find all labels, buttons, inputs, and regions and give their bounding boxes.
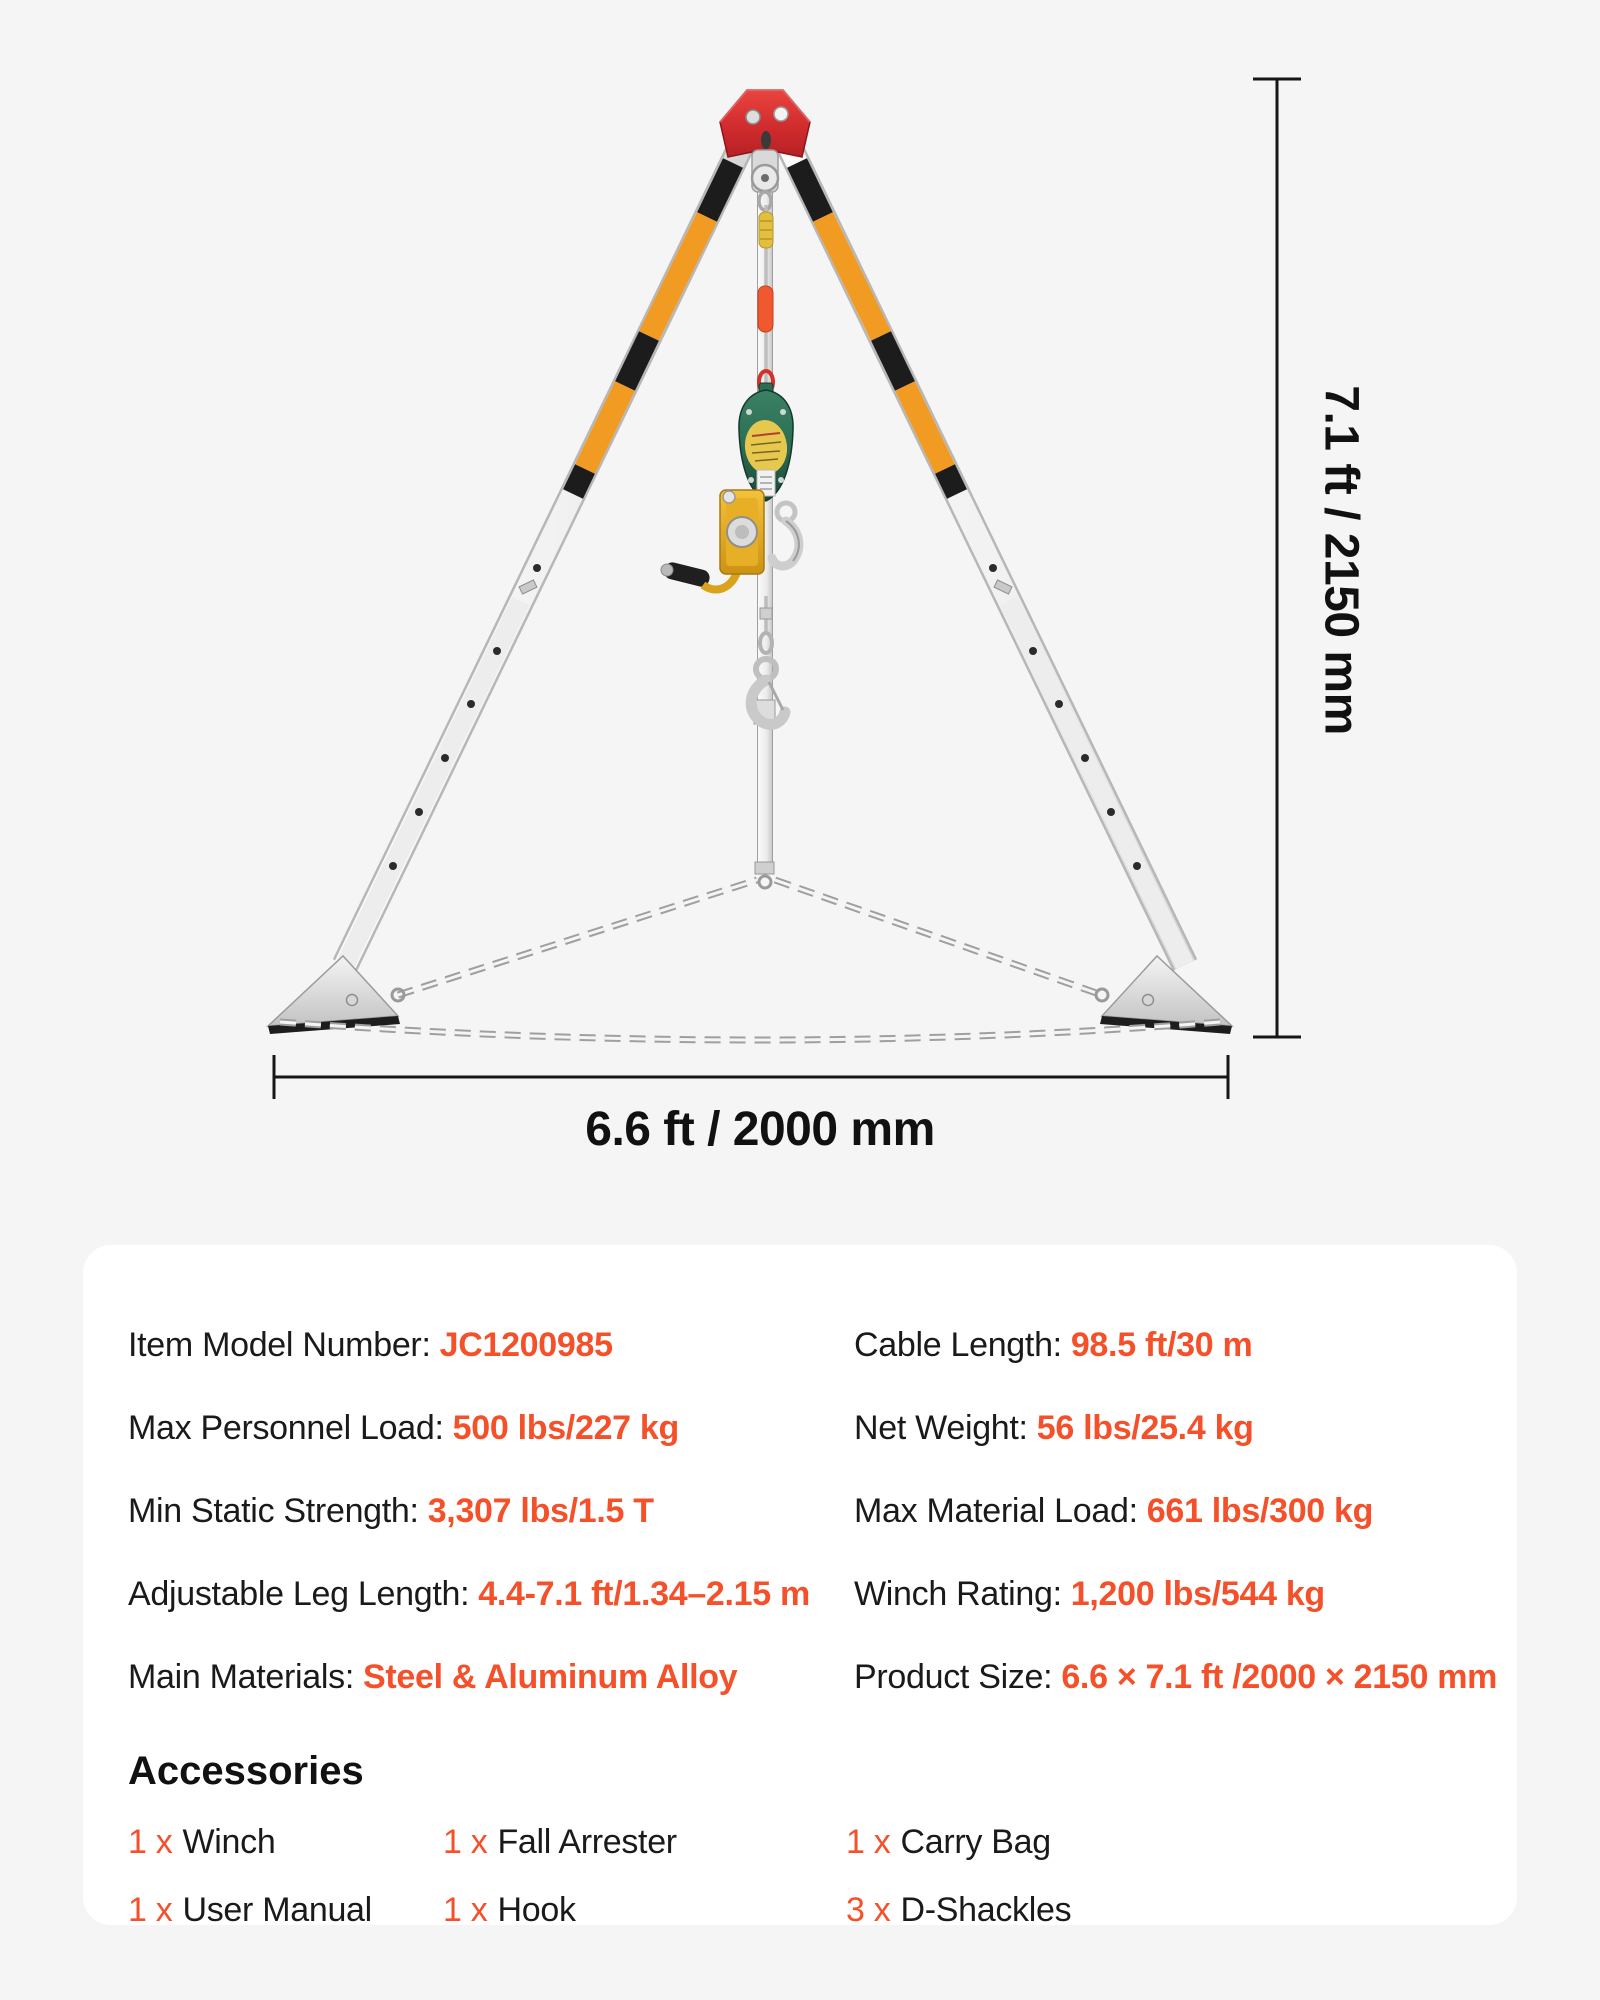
accessory-item-hook [443, 1888, 846, 1932]
accessory-name: Fall Arrester [497, 1823, 677, 1861]
spec-row-cable-length [854, 1323, 1517, 1367]
spec-label: Adjustable Leg Length: [128, 1575, 470, 1613]
spec-label: Max Personnel Load: [128, 1409, 444, 1447]
spec-row-personnel-load [128, 1406, 854, 1450]
spec-row-product-size [854, 1655, 1517, 1699]
spec-row-winch-rating [854, 1572, 1517, 1616]
width-dimension-line [273, 1055, 1229, 1099]
spec-row-model [128, 1323, 854, 1367]
accessory-item-carry-bag [846, 1820, 1517, 1864]
spec-label: Main Materials: [128, 1658, 355, 1696]
right-leg [785, 138, 1185, 965]
spec-value: 661 lbs/300 kg [1146, 1492, 1374, 1530]
spec-label: Net Weight: [854, 1409, 1028, 1447]
spec-label: Product Size: [854, 1658, 1053, 1696]
spec-label: Cable Length: [854, 1326, 1062, 1364]
front-chain [280, 1022, 1220, 1040]
accessory-qty: 1 x [443, 1823, 488, 1861]
accessory-name: User Manual [182, 1891, 372, 1929]
width-dimension-label: 6.6 ft / 2000 mm [585, 1103, 935, 1156]
spec-row-static-strength [128, 1489, 854, 1533]
spec-label: Item Model Number: [128, 1326, 431, 1364]
accessory-item-user-manual [128, 1888, 443, 1932]
spec-row-materials [128, 1655, 854, 1699]
height-dimension-line [1253, 79, 1301, 1037]
accessories-title: Accessories [128, 1749, 364, 1793]
winch [661, 490, 764, 589]
accessory-name: Carry Bag [900, 1823, 1051, 1861]
spec-label: Max Material Load: [854, 1492, 1138, 1530]
fall-arrester [739, 383, 793, 501]
accessory-qty: 1 x [128, 1891, 173, 1929]
height-dimension-label: 7.1 ft / 2150 mm [1314, 385, 1368, 735]
spec-value: 500 lbs/227 kg [452, 1409, 680, 1447]
accessory-qty: 3 x [846, 1891, 891, 1929]
spec-value: 4.4-7.1 ft/1.34–2.15 m [478, 1575, 810, 1613]
spec-column-right [854, 1323, 1517, 1738]
accessory-qty: 1 x [128, 1823, 173, 1861]
accessory-item-winch [128, 1820, 443, 1864]
spec-row-net-weight [854, 1406, 1517, 1450]
spec-value: 98.5 ft/30 m [1070, 1326, 1253, 1364]
accessory-name: Winch [182, 1823, 276, 1861]
accessory-qty: 1 x [443, 1891, 488, 1929]
accessory-name: Hook [497, 1891, 576, 1929]
spec-label: Winch Rating: [854, 1575, 1062, 1613]
rear-chains [398, 880, 1102, 995]
spec-value: 6.6 × 7.1 ft /2000 × 2150 mm [1061, 1658, 1498, 1696]
accessory-name: D-Shackles [900, 1891, 1072, 1929]
spec-column-left [128, 1323, 854, 1738]
accessory-item-fall-arrester [443, 1820, 846, 1864]
spec-value: 56 lbs/25.4 kg [1036, 1409, 1254, 1447]
spec-value: 3,307 lbs/1.5 T [427, 1492, 654, 1530]
spec-row-material-load [854, 1489, 1517, 1533]
accessories-list [128, 1820, 1517, 1932]
spec-grid [128, 1323, 1517, 1738]
accessory-item-d-shackles [846, 1888, 1517, 1932]
spec-label: Min Static Strength: [128, 1492, 419, 1530]
spec-value: JC1200985 [439, 1326, 613, 1364]
snap-hook [772, 503, 799, 566]
spec-row-leg-length [128, 1572, 854, 1616]
accessory-qty: 1 x [846, 1823, 891, 1861]
spec-value: 1,200 lbs/544 kg [1070, 1575, 1325, 1613]
left-leg [345, 138, 745, 965]
spec-value: Steel & Aluminum Alloy [363, 1658, 738, 1696]
spec-card [83, 1245, 1517, 1929]
